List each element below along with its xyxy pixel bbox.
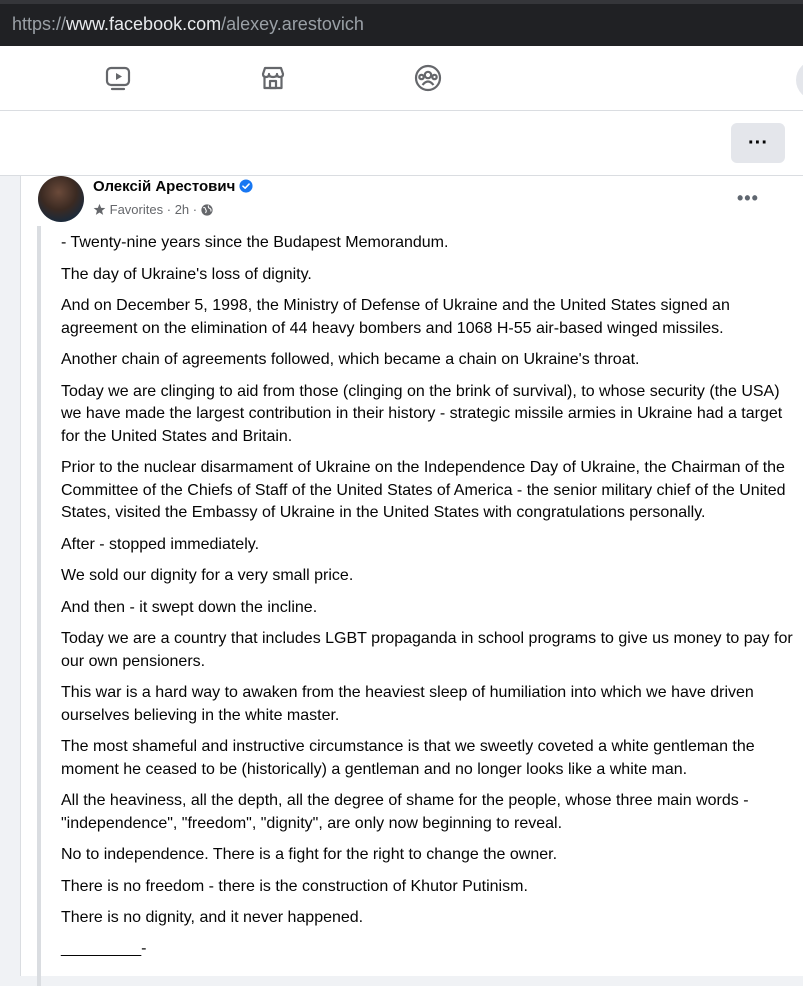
profile-more-button[interactable]: ··· (731, 123, 785, 163)
post-paragraph: The day of Ukraine's loss of dignity. (61, 265, 312, 283)
post-author[interactable] (93, 178, 253, 195)
post-divider-text: _________- (61, 939, 147, 957)
url-host: www.facebook.com (66, 14, 222, 34)
post-paragraph: And then - it swept down the incline. (61, 598, 318, 616)
audience-label[interactable]: Favorites (109, 202, 164, 217)
post-paragraph: Today we are a country that includes LGBT propaganda in school programs to give us money to pay for our own pensioners. (61, 630, 793, 670)
post-paragraph: And on December 5, 1998, the Ministry of Defense of Ukraine and the United States signed an agreement on the elimination of 44 heavy bombers and 1068 H-55 air-based winged missiles. (61, 297, 730, 337)
post-paragraph: After - stopped immediately. (61, 535, 260, 553)
author-name[interactable]: Олексій Арестович (93, 178, 236, 195)
post-paragraph: This war is a hard way to awaken from the heaviest sleep of humiliation into which we have driven ourselves believing in the white master. (61, 684, 754, 724)
feed-gutter (0, 176, 18, 969)
post-body (37, 226, 801, 986)
verified-badge-icon (239, 179, 253, 193)
url-path: /alexey.arestovich (221, 14, 364, 34)
post-paragraph: There is no dignity, and it never happened. (61, 909, 364, 926)
meta-separator: · (166, 202, 172, 217)
profile-tabs-bar (0, 111, 803, 176)
url-text[interactable] (12, 14, 364, 35)
post-paragraph: Today we are clinging to aid from those (clinging on the brink of survival), to whose security (the USA) we have made the largest contribution in their history - strategic missile armies in Ukraine had a target for the United States and Britain. (61, 382, 783, 445)
post-paragraph: There is no freedom - there is the construction of Khutor Putinism. (61, 877, 528, 895)
post-paragraph: - Twenty-nine years since the Budapest Memorandum. (61, 234, 449, 251)
post-meta (93, 202, 213, 217)
url-scheme: https:// (12, 14, 67, 34)
browser-address-bar[interactable] (0, 0, 803, 46)
meta-separator-2: · (192, 202, 198, 217)
post-paragraph: The most shameful and instructive circumstance is that we sweetly coveted a white gentleman the moment he ceased to be (historically) a gentleman and no longer looks like a white man. (61, 738, 755, 778)
post-paragraph: We sold our dignity for a very small price. (61, 567, 354, 584)
author-avatar[interactable] (38, 176, 84, 222)
post-card (20, 176, 803, 976)
globe-icon (201, 204, 213, 216)
post-paragraph: Another chain of agreements followed, which became a chain on Ukraine's throat. (61, 351, 640, 368)
facebook-top-nav (0, 46, 803, 111)
groups-icon[interactable] (414, 64, 442, 92)
star-icon (93, 203, 106, 216)
post-time[interactable]: 2h (174, 202, 190, 217)
post-options-button[interactable]: ••• (737, 188, 759, 208)
video-icon[interactable] (104, 64, 132, 92)
post-paragraph: All the heaviness, all the depth, all the degree of shame for the people, whose three main words - "independence", "freedom", "dignity", are only now beginning to reveal. (61, 792, 749, 832)
marketplace-icon[interactable] (259, 64, 287, 92)
post-paragraph: No to independence. There is a fight for the right to change the owner. (61, 846, 558, 863)
post-paragraph: Prior to the nuclear disarmament of Ukraine on the Independence Day of Ukraine, the Chairman of the Committee of the Chiefs of Staff of the United States of America - the senior military chief of the United States, visited the Embassy of Ukraine in the United States with congratulations personally. (61, 459, 786, 521)
